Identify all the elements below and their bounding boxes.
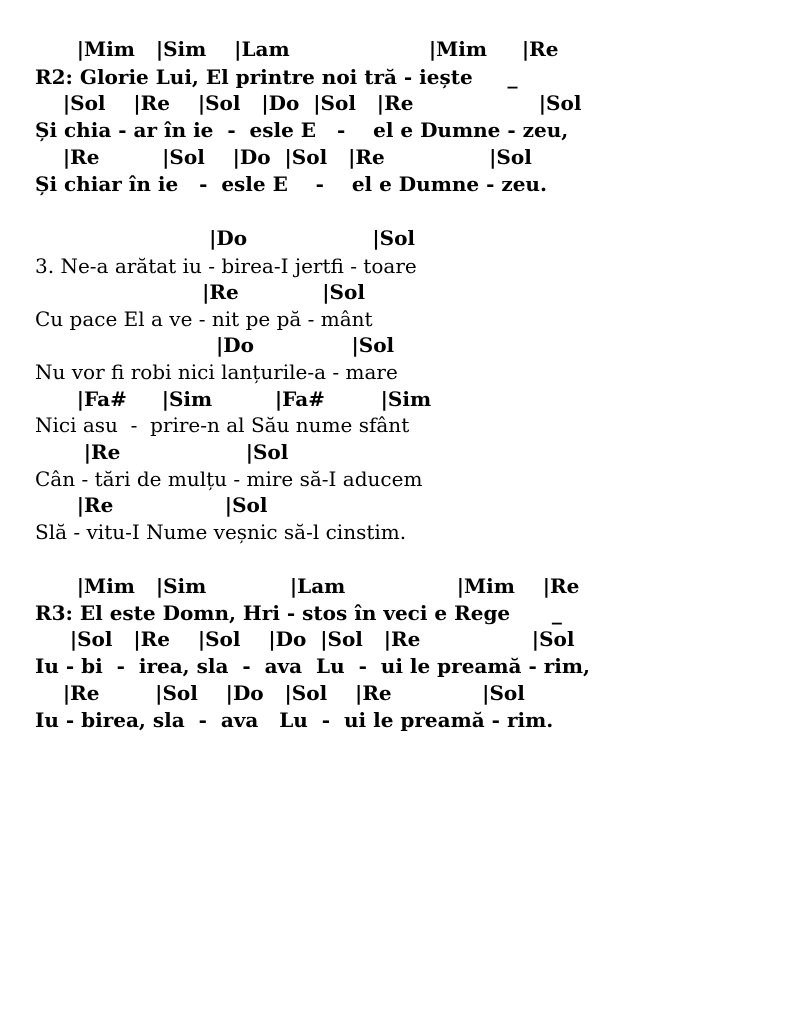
chord-line: |Mim |Sim |Lam |Mim |Re — [35, 574, 580, 598]
lyric-line: Nici asu - prire-n al Său nume sfânt — [35, 413, 410, 437]
lyric-line: 3. Ne-a arătat iu - birea-I jertfi - toare — [35, 254, 417, 278]
lyric-line: Iu - birea, sla - ava Lu - ui le preamă - rim. — [35, 708, 554, 732]
chord-line: |Re |Sol — [35, 440, 289, 464]
lyric-line: Slă - vitu-I Nume veșnic să-l cinstim. — [35, 520, 407, 544]
lyric-line: Și chia - ar în ie - esle E - el e Dumne - zeu, — [35, 118, 569, 142]
chord-line: |Fa# |Sim |Fa# |Sim — [35, 387, 432, 411]
lyric-line: Iu - bi - irea, sla - ava Lu - ui le preamă - rim, — [35, 654, 590, 678]
chord-line: |Do |Sol — [35, 226, 416, 250]
chord-line: |Sol |Re |Sol |Do |Sol |Re |Sol — [35, 627, 575, 651]
chord-line: |Re |Sol — [35, 280, 365, 304]
lyric-line: R2: Glorie Lui, El printre noi tră - iește _ — [35, 65, 518, 89]
chord-line: |Re |Sol |Do |Sol |Re |Sol — [35, 145, 532, 169]
lyric-line: R3: El este Domn, Hri - stos în veci e Rege _ — [35, 601, 562, 625]
chord-line: |Mim |Sim |Lam |Mim |Re — [35, 37, 559, 61]
chord-line: |Re |Sol — [35, 493, 268, 517]
chord-line: |Sol |Re |Sol |Do |Sol |Re |Sol — [35, 91, 582, 115]
chord-line: |Do |Sol — [35, 333, 395, 357]
lyric-line: Nu vor fi robi nici lanțurile-a - mare — [35, 360, 398, 384]
lyric-line: Cân - tări de mulțu - mire să-I aducem — [35, 467, 423, 491]
lyric-line: Și chiar în ie - esle E - el e Dumne - zeu. — [35, 172, 547, 196]
lyric-line: Cu pace El a ve - nit pe pă - mânt — [35, 307, 373, 331]
chord-line: |Re |Sol |Do |Sol |Re |Sol — [35, 681, 525, 705]
